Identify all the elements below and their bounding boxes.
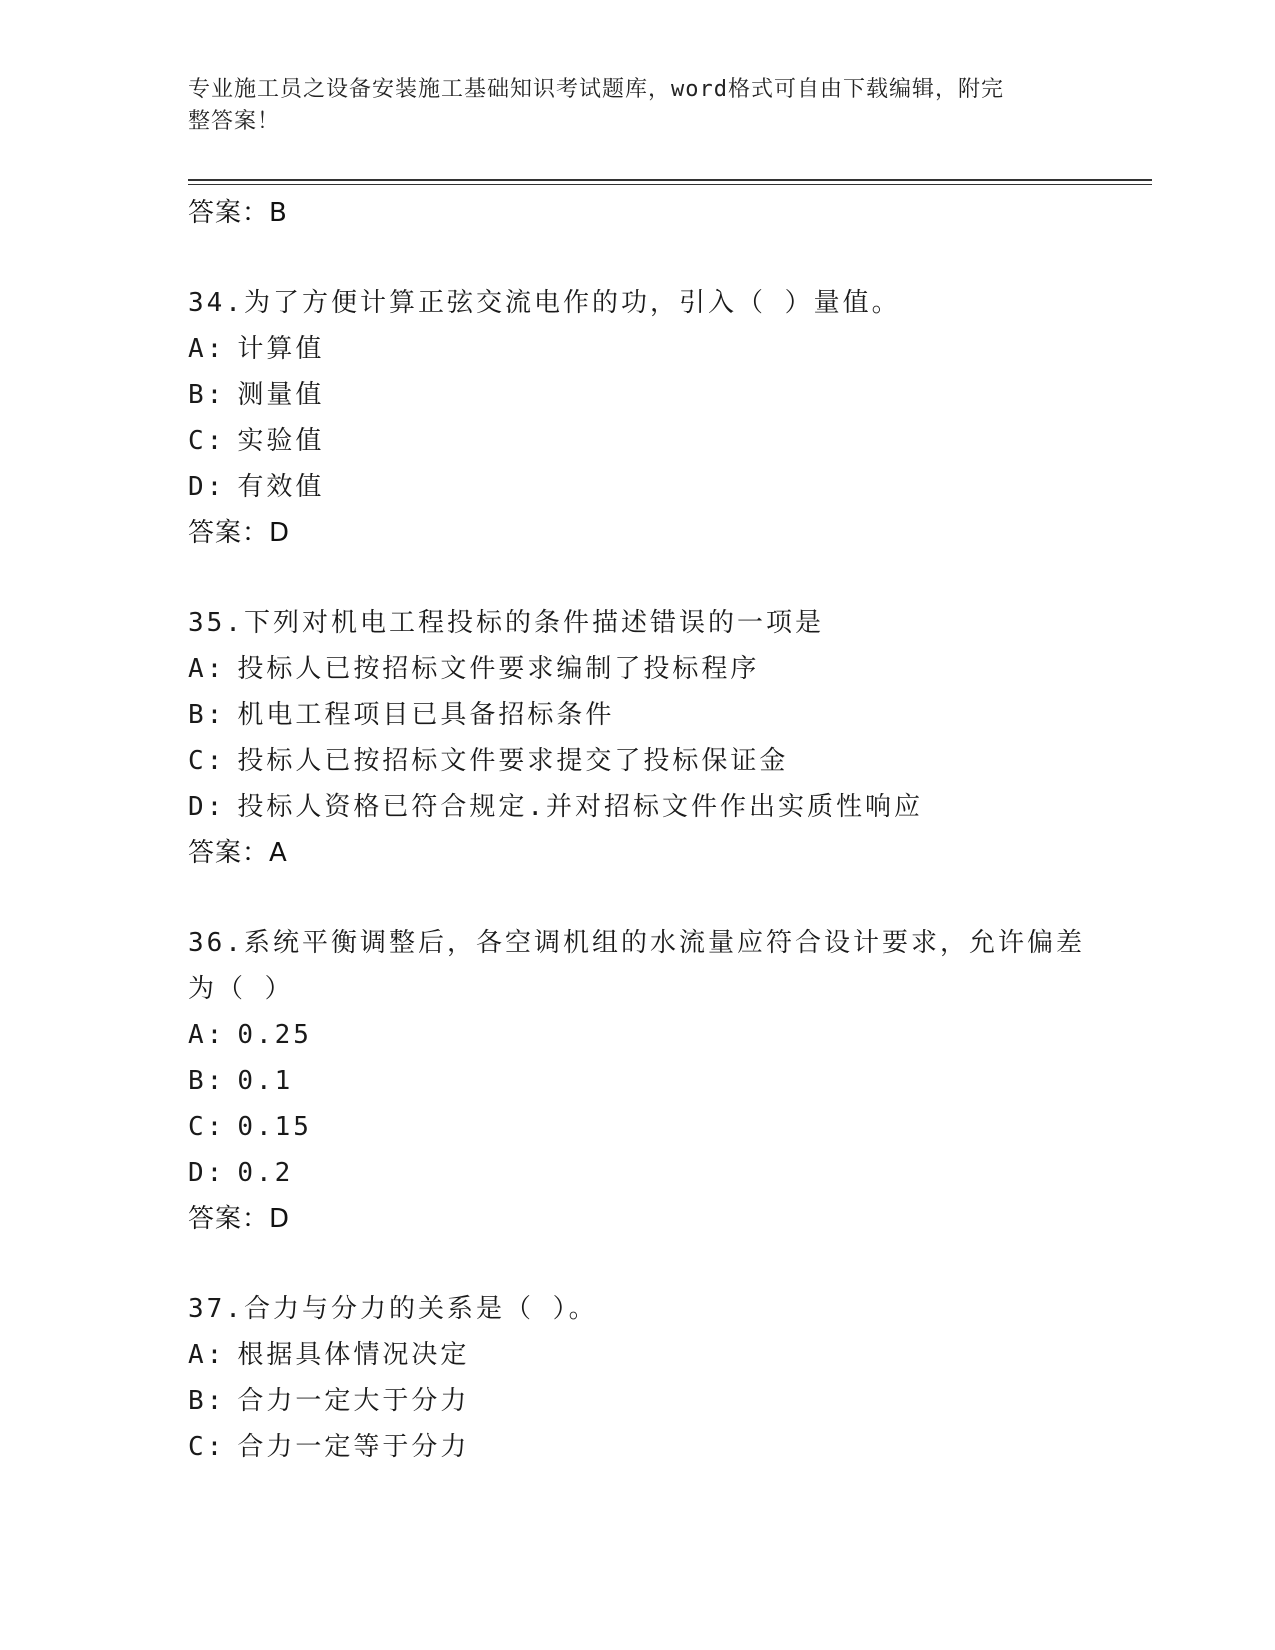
answer-line: 答案：D xyxy=(188,518,291,548)
option-key: D xyxy=(188,472,207,502)
option-a: A: 计算值 xyxy=(188,326,1108,372)
option-text: 实验值 xyxy=(237,426,325,456)
option-a: A: 根据具体情况决定 xyxy=(188,1332,1108,1378)
option-key: C xyxy=(188,426,207,456)
header-line-1: 专业施工员之设备安装施工基础知识考试题库，word格式可自由下载编辑，附完 xyxy=(188,77,1004,102)
question-list xyxy=(188,190,1108,1470)
option-text: 合力一定大于分力 xyxy=(237,1386,470,1416)
option-key: D xyxy=(188,1158,207,1188)
option-key: A xyxy=(188,334,207,364)
option-text: 0.1 xyxy=(237,1066,294,1096)
option-key: D xyxy=(188,792,207,822)
option-a: A: 投标人已按招标文件要求编制了投标程序 xyxy=(188,646,1108,692)
question-37 xyxy=(188,1286,1108,1470)
option-b: B: 机电工程项目已具备招标条件 xyxy=(188,692,1108,738)
option-key: B xyxy=(188,1386,207,1416)
answer-line: 答案：B xyxy=(188,198,288,228)
option-c: C: 投标人已按招标文件要求提交了投标保证金 xyxy=(188,738,1108,784)
option-text: 0.25 xyxy=(237,1020,312,1050)
option-d: D: 0.2 xyxy=(188,1150,1108,1196)
option-b: B: 0.1 xyxy=(188,1058,1108,1104)
option-key: C xyxy=(188,1112,207,1142)
option-text: 投标人已按招标文件要求提交了投标保证金 xyxy=(237,746,789,776)
option-text: 合力一定等于分力 xyxy=(237,1432,470,1462)
question-35 xyxy=(188,600,1108,876)
question-stem: 35.下列对机电工程投标的条件描述错误的一项是 xyxy=(188,608,824,638)
option-d: D: 有效值 xyxy=(188,464,1108,510)
header-rule-thin xyxy=(188,184,1152,185)
option-key: C xyxy=(188,746,207,776)
option-b: B: 测量值 xyxy=(188,372,1108,418)
option-key: B xyxy=(188,1066,207,1096)
option-key: A xyxy=(188,654,207,684)
option-c: C: 0.15 xyxy=(188,1104,1108,1150)
answer-line: 答案：A xyxy=(188,838,288,868)
option-key: B xyxy=(188,700,207,730)
option-text: 根据具体情况决定 xyxy=(237,1340,470,1370)
option-key: A xyxy=(188,1340,207,1370)
option-key: C xyxy=(188,1432,207,1462)
question-36 xyxy=(188,920,1108,1242)
option-text: 投标人资格已符合规定.并对招标文件作出实质性响应 xyxy=(237,792,923,822)
option-text: 计算值 xyxy=(237,334,325,364)
option-a: A: 0.25 xyxy=(188,1012,1108,1058)
option-text: 0.15 xyxy=(237,1112,312,1142)
question-stem: 37.合力与分力的关系是（ ）。 xyxy=(188,1294,598,1324)
option-text: 投标人已按招标文件要求编制了投标程序 xyxy=(237,654,760,684)
question-34 xyxy=(188,280,1108,556)
option-key: A xyxy=(188,1020,207,1050)
option-text: 0.2 xyxy=(237,1158,294,1188)
option-key: B xyxy=(188,380,207,410)
option-text: 测量值 xyxy=(237,380,325,410)
option-b: B: 合力一定大于分力 xyxy=(188,1378,1108,1424)
option-text: 有效值 xyxy=(237,472,325,502)
answer-line: 答案：D xyxy=(188,1204,291,1234)
header-note xyxy=(188,74,1068,138)
header-line-2: 整答案！ xyxy=(188,109,281,134)
option-c: C: 实验值 xyxy=(188,418,1108,464)
option-text: 机电工程项目已具备招标条件 xyxy=(237,700,615,730)
header-rule-thick xyxy=(188,179,1152,181)
question-stem: 36.系统平衡调整后，各空调机组的水流量应符合设计要求，允许偏差为（ ） xyxy=(188,928,1085,1004)
question-stem: 34.为了方便计算正弦交流电作的功，引入（ ）量值。 xyxy=(188,288,901,318)
option-d: D: 投标人资格已符合规定.并对招标文件作出实质性响应 xyxy=(188,784,1108,830)
option-c: C: 合力一定等于分力 xyxy=(188,1424,1108,1470)
